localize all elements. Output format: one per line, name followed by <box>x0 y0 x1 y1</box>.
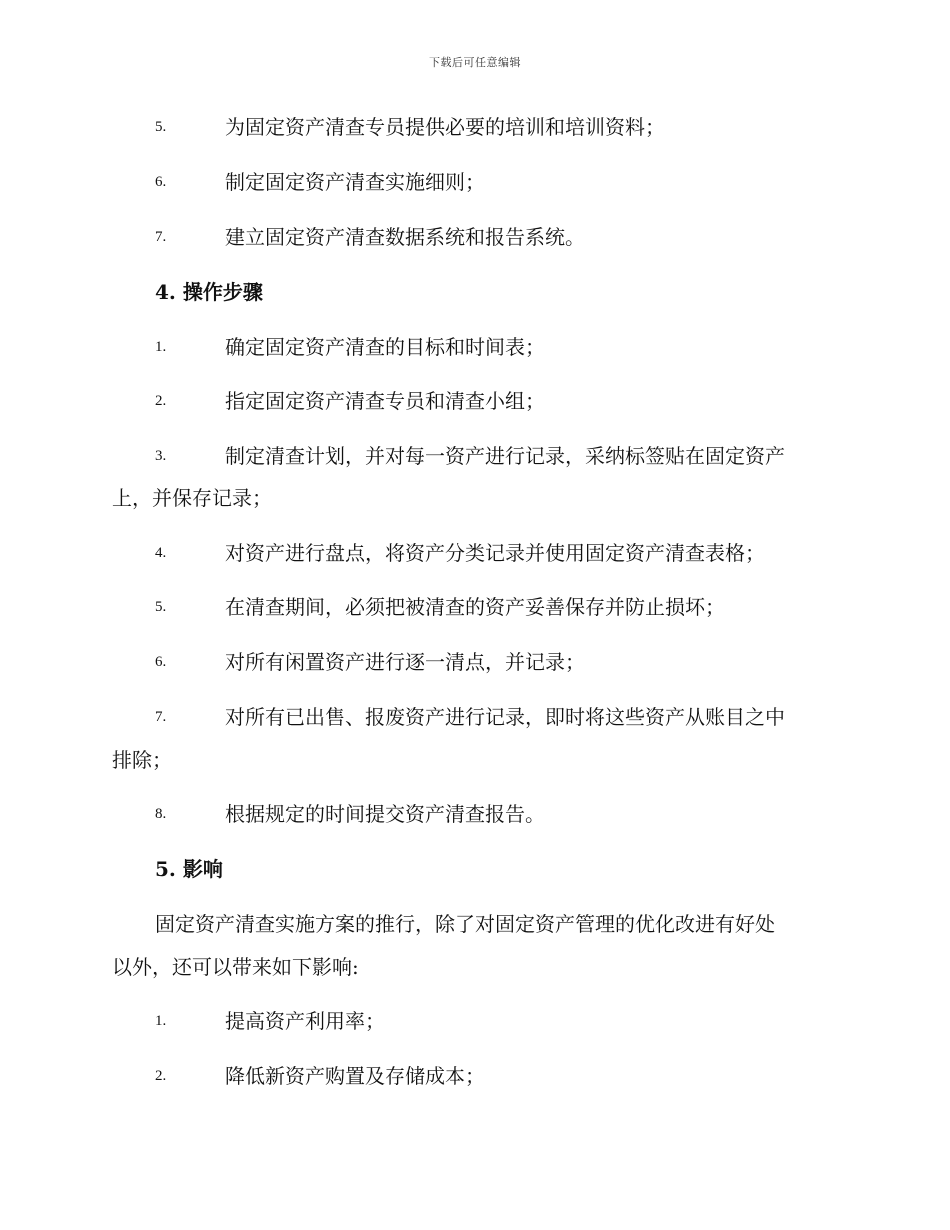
list-item-number: 1. <box>155 1013 167 1029</box>
list-item-text: 提高资产利用率； <box>225 1009 385 1033</box>
section-heading-impact: 5. 影响 <box>155 857 223 881</box>
list-item-number: 6. <box>155 174 167 190</box>
list-item-number: 7. <box>155 229 167 245</box>
list-item-text: 制定固定资产清查实施细则； <box>225 170 485 194</box>
list-item-text: 确定固定资产清查的目标和时间表； <box>225 335 545 359</box>
list-item-text: 制定清查计划，并对每一资产进行记录，采纳标签贴在固定资产 <box>225 444 785 468</box>
list-item-number: 5. <box>155 599 167 615</box>
paragraph-line: 固定资产清查实施方案的推行，除了对固定资产管理的优化改进有好处 <box>155 912 775 936</box>
list-item-number: 2. <box>155 393 167 409</box>
list-item-text: 在清查期间，必须把被清查的资产妥善保存并防止损坏； <box>225 595 725 619</box>
section-heading-operation-steps: 4. 操作步骤 <box>155 280 263 304</box>
list-item-text: 对所有已出售、报废资产进行记录，即时将这些资产从账目之中 <box>225 705 785 729</box>
list-item-number: 3. <box>155 448 167 464</box>
list-item-text: 为固定资产清查专员提供必要的培训和培训资料； <box>225 115 665 139</box>
list-item-number: 6. <box>155 654 167 670</box>
paragraph-line: 以外，还可以带来如下影响: <box>112 955 359 979</box>
list-item-text: 指定固定资产清查专员和清查小组； <box>225 389 545 413</box>
list-item-continuation: 上，并保存记录； <box>112 486 272 510</box>
list-item-text: 降低新资产购置及存储成本； <box>225 1064 485 1088</box>
list-item-number: 1. <box>155 339 167 355</box>
list-item-number: 4. <box>155 545 167 561</box>
list-item-number: 7. <box>155 709 167 725</box>
list-item-text: 对资产进行盘点，将资产分类记录并使用固定资产清查表格； <box>225 541 765 565</box>
list-item-continuation: 排除； <box>112 748 172 772</box>
list-item-text: 建立固定资产清查数据系统和报告系统。 <box>225 225 585 249</box>
list-item-number: 2. <box>155 1068 167 1084</box>
list-item-text: 根据规定的时间提交资产清查报告。 <box>225 802 545 826</box>
list-item-text: 对所有闲置资产进行逐一清点，并记录； <box>225 650 585 674</box>
page-header: 下载后可任意编辑 <box>429 56 521 69</box>
list-item-number: 5. <box>155 119 167 135</box>
list-item-number: 8. <box>155 806 167 822</box>
